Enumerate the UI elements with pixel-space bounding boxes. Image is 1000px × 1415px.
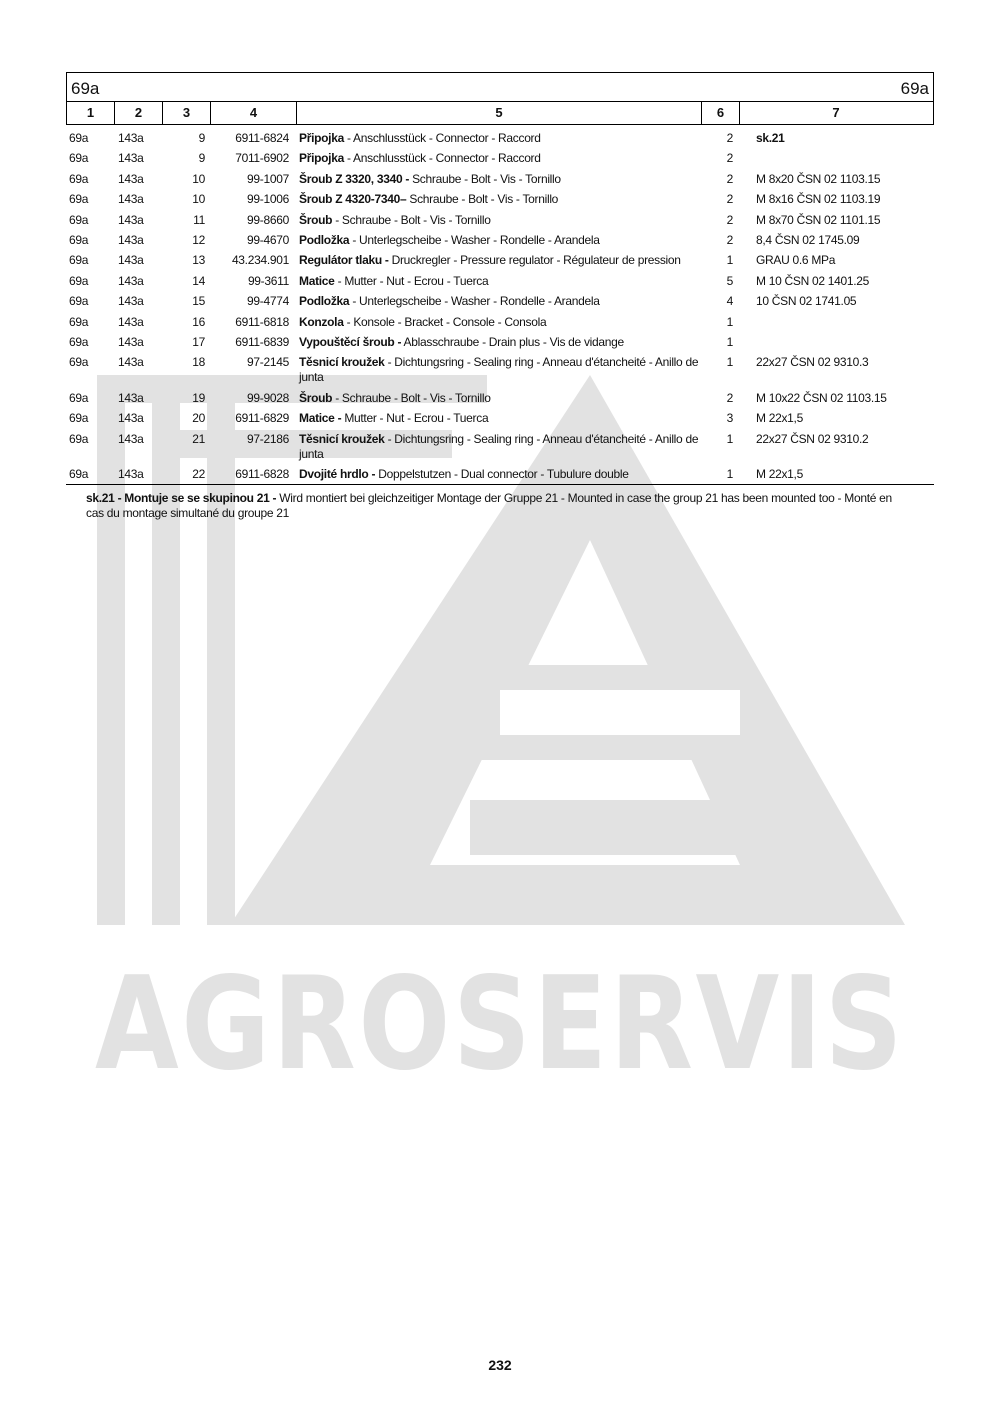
column-header-2: 2 <box>115 102 163 124</box>
cell-position: 17 <box>192 334 205 349</box>
cell-group: 69a <box>69 273 89 288</box>
part-name: Těsnicí kroužek <box>299 355 385 370</box>
cell-description <box>299 233 699 248</box>
section-label-right: 69a <box>900 79 929 98</box>
cell-group: 69a <box>69 334 89 349</box>
cell-position: 22 <box>192 467 205 482</box>
footnote-text: Wird montiert bei gleichzeitiger Montage der Gruppe 21 - Mounted in case the group 21 has been mounted too - Monté en cas du montage simultané du groupe 21 <box>86 491 892 520</box>
table-body <box>66 128 934 484</box>
cell-quantity: 1 <box>726 314 733 329</box>
cell-description <box>299 274 699 289</box>
cell-description <box>299 335 699 350</box>
table-row <box>66 169 934 189</box>
cell-description <box>299 355 699 385</box>
cell-part-number: 6911-6818 <box>235 314 289 329</box>
table-row <box>66 271 934 291</box>
cell-position: 14 <box>192 273 205 288</box>
cell-description <box>299 315 699 330</box>
cell-quantity: 1 <box>726 467 733 482</box>
column-header-1: 1 <box>67 102 115 124</box>
cell-position: 19 <box>192 390 205 405</box>
column-header-row <box>67 102 933 124</box>
cell-quantity: 2 <box>726 232 733 247</box>
cell-quantity: 1 <box>726 431 733 446</box>
part-name: Připojka <box>299 151 344 166</box>
column-header-3: 3 <box>163 102 211 124</box>
table-row <box>66 352 934 388</box>
cell-description <box>299 411 699 426</box>
cell-position: 18 <box>192 355 205 370</box>
cell-quantity: 2 <box>726 390 733 405</box>
cell-figure: 143a <box>118 467 144 482</box>
cell-description <box>299 213 699 228</box>
part-translations: - Konsole - Bracket - Console - Consola <box>343 314 547 329</box>
cell-description <box>299 253 699 268</box>
cell-group: 69a <box>69 355 89 370</box>
cell-note: sk.21 <box>756 131 785 145</box>
cell-group: 69a <box>69 232 89 247</box>
cell-position: 11 <box>193 212 205 227</box>
table-row <box>66 250 934 270</box>
cell-quantity: 2 <box>726 131 733 145</box>
part-translations: - Anschlusstück - Connector - Raccord <box>343 151 541 166</box>
table-row <box>66 148 934 168</box>
table-row <box>66 210 934 230</box>
column-header-4: 4 <box>211 102 297 124</box>
cell-group: 69a <box>69 171 89 186</box>
cell-quantity: 1 <box>726 334 733 349</box>
cell-description <box>299 391 699 406</box>
cell-description <box>299 294 699 309</box>
cell-group: 69a <box>69 467 89 482</box>
cell-position: 16 <box>192 314 205 329</box>
cell-quantity: 2 <box>726 192 733 207</box>
part-name: Šroub <box>299 390 333 405</box>
part-name: Těsnicí kroužek <box>299 431 385 446</box>
table-header-frame <box>66 72 934 125</box>
part-translations: Druckregler - Pressure regulator - Régulateur de pression <box>388 253 681 268</box>
cell-figure: 143a <box>118 294 144 309</box>
cell-part-number: 6911-6839 <box>235 334 289 349</box>
cell-figure: 143a <box>118 390 144 405</box>
part-translations: Schraube - Bolt - Vis - Tornillo <box>406 192 559 207</box>
cell-part-number: 99-9028 <box>247 390 289 405</box>
cell-part-number: 99-3611 <box>247 273 289 288</box>
part-translations: - Unterlegscheibe - Washer - Rondelle - Arandela <box>349 294 600 309</box>
cell-group: 69a <box>69 294 89 309</box>
cell-group: 69a <box>69 253 89 268</box>
cell-quantity: 2 <box>726 171 733 186</box>
part-translations: - Schraube - Bolt - Vis - Tornillo <box>332 212 491 227</box>
footnote <box>86 491 906 521</box>
cell-note: 22x27 ČSN 02 9310.3 <box>756 355 869 370</box>
part-name: Šroub <box>299 212 333 227</box>
cell-note: M 8x70 ČSN 02 1101.15 <box>756 212 881 227</box>
table-row <box>66 312 934 332</box>
part-translations: - Anschlusstück - Connector - Raccord <box>343 131 541 145</box>
cell-note: M 10x22 ČSN 02 1103.15 <box>756 390 887 405</box>
cell-figure: 143a <box>118 411 144 426</box>
cell-part-number: 6911-6829 <box>235 411 289 426</box>
cell-part-number: 99-8660 <box>247 212 289 227</box>
cell-quantity: 4 <box>726 294 733 309</box>
cell-position: 10 <box>192 192 205 207</box>
cell-position: 9 <box>198 131 205 145</box>
cell-part-number: 6911-6828 <box>235 467 289 482</box>
cell-note: GRAU 0.6 MPa <box>756 253 836 268</box>
cell-group: 69a <box>69 151 89 166</box>
part-name: Podložka <box>299 232 350 247</box>
cell-figure: 143a <box>118 253 144 268</box>
cell-part-number: 99-1007 <box>247 171 289 186</box>
cell-note: M 10 ČSN 02 1401.25 <box>756 273 870 288</box>
cell-note: M 22x1,5 <box>756 411 803 426</box>
table-row <box>66 429 934 465</box>
cell-figure: 143a <box>118 334 144 349</box>
cell-figure: 143a <box>118 171 144 186</box>
cell-part-number: 97-2145 <box>247 355 289 370</box>
cell-figure: 143a <box>118 232 144 247</box>
table-row <box>66 388 934 408</box>
cell-position: 21 <box>192 431 205 446</box>
cell-quantity: 3 <box>726 411 733 426</box>
part-name: Dvojité hrdlo - <box>299 467 376 482</box>
cell-quantity: 2 <box>726 151 733 166</box>
cell-description <box>299 192 699 207</box>
cell-part-number: 7011-6902 <box>235 151 289 166</box>
cell-note: M 8x16 ČSN 02 1103.19 <box>756 192 881 207</box>
part-translations: - Dichtungsring - Sealing ring - Anneau d'étancheité - Anillo de junta <box>299 355 699 385</box>
column-header-5: 5 <box>297 102 702 124</box>
table-row <box>66 128 934 148</box>
cell-figure: 143a <box>118 314 144 329</box>
part-translations: - Dichtungsring - Sealing ring - Anneau d'étancheité - Anillo de junta <box>299 431 699 461</box>
cell-quantity: 2 <box>726 212 733 227</box>
part-name: Připojka <box>299 131 344 145</box>
watermark-text: AGROSERVIS <box>95 950 905 1099</box>
table-row <box>66 189 934 209</box>
cell-position: 10 <box>192 171 205 186</box>
cell-figure: 143a <box>118 131 144 145</box>
table-bottom-rule <box>66 484 934 485</box>
part-name: Šroub Z 3320, 3340 - <box>299 171 410 186</box>
cell-note: M 8x20 ČSN 02 1103.15 <box>756 171 881 186</box>
part-translations: Mutter - Nut - Ecrou - Tuerca <box>341 411 489 426</box>
column-header-7: 7 <box>832 105 840 120</box>
cell-figure: 143a <box>118 151 144 166</box>
part-translations: - Mutter - Nut - Ecrou - Tuerca <box>334 273 489 288</box>
part-translations: - Unterlegscheibe - Washer - Rondelle - Arandela <box>349 232 600 247</box>
section-row <box>67 73 933 102</box>
cell-position: 9 <box>198 151 205 166</box>
cell-figure: 143a <box>118 192 144 207</box>
cell-note: 10 ČSN 02 1741.05 <box>756 294 857 309</box>
cell-description <box>299 467 699 482</box>
cell-part-number: 99-4670 <box>247 232 289 247</box>
cell-group: 69a <box>69 431 89 446</box>
cell-part-number: 97-2186 <box>247 431 289 446</box>
cell-position: 12 <box>192 232 205 247</box>
part-name: Matice - <box>299 411 342 426</box>
part-name: Vypouštěcí šroub - <box>299 334 402 349</box>
part-name: Regulátor tlaku - <box>299 253 389 268</box>
cell-quantity: 1 <box>726 355 733 370</box>
cell-note: 8,4 ČSN 02 1745.09 <box>756 232 860 247</box>
cell-position: 15 <box>192 294 205 309</box>
part-translations: Doppelstutzen - Dual connector - Tubulure double <box>375 467 629 482</box>
part-name: Konzola <box>299 314 344 329</box>
cell-figure: 143a <box>118 355 144 370</box>
cell-description <box>299 432 699 462</box>
part-name: Podložka <box>299 294 350 309</box>
page-number: 232 <box>488 1357 512 1373</box>
cell-part-number: 99-4774 <box>247 294 289 309</box>
table-row <box>66 332 934 352</box>
cell-part-number: 43.234.901 <box>231 253 289 268</box>
cell-position: 20 <box>192 411 205 426</box>
table-row <box>66 464 934 484</box>
cell-figure: 143a <box>118 273 144 288</box>
cell-group: 69a <box>69 212 89 227</box>
cell-description <box>299 131 699 146</box>
cell-group: 69a <box>69 390 89 405</box>
part-translations: Schraube - Bolt - Vis - Tornillo <box>409 171 561 186</box>
part-translations: Ablasschraube - Drain plus - Vis de vidange <box>401 334 624 349</box>
column-header-6: 6 <box>702 102 740 124</box>
cell-note: 22x27 ČSN 02 9310.2 <box>756 431 869 446</box>
cell-group: 69a <box>69 411 89 426</box>
cell-figure: 143a <box>118 431 144 446</box>
cell-group: 69a <box>69 192 89 207</box>
part-name: Matice <box>299 273 335 288</box>
cell-quantity: 5 <box>726 273 733 288</box>
cell-part-number: 6911-6824 <box>235 131 289 145</box>
cell-position: 13 <box>192 253 205 268</box>
cell-figure: 143a <box>118 212 144 227</box>
cell-group: 69a <box>69 314 89 329</box>
cell-description <box>299 172 699 187</box>
footnote-bold: sk.21 - Montuje se se skupinou 21 - <box>86 491 277 505</box>
cell-part-number: 99-1006 <box>247 192 289 207</box>
cell-note: M 22x1,5 <box>756 467 803 482</box>
section-label-left: 69a <box>71 79 100 98</box>
cell-description <box>299 151 699 166</box>
cell-quantity: 1 <box>726 253 733 268</box>
part-translations: - Schraube - Bolt - Vis - Tornillo <box>332 390 491 405</box>
table-row <box>66 230 934 250</box>
table-row <box>66 291 934 311</box>
cell-group: 69a <box>69 131 89 145</box>
part-name: Šroub Z 4320-7340– <box>299 192 407 207</box>
table-row <box>66 408 934 428</box>
